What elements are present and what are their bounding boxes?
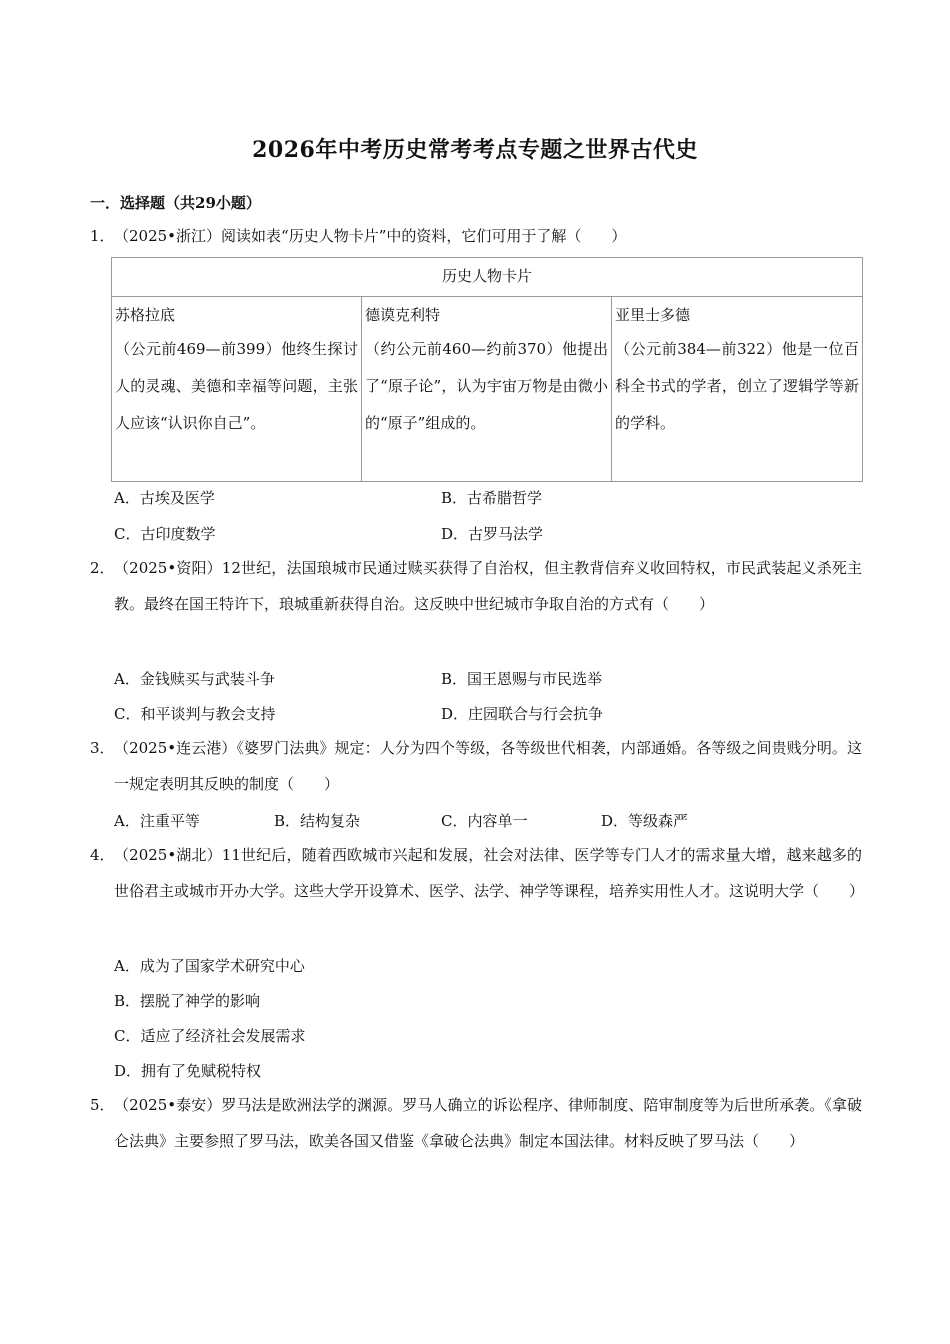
question-number: 1． <box>90 227 115 245</box>
option-c: C．适应了经济社会发展需求 <box>114 1027 306 1045</box>
table-cell-democritus <box>362 297 612 482</box>
figure-name: 亚里士多德 <box>615 306 691 324</box>
option-b: B．结构复杂 <box>274 812 361 830</box>
question-stem: （2025•泰安）罗马法是欧洲法学的渊源。罗马人确立的诉讼程序、律师制度、陪审制度等为后世所承袭。《拿破仑法典》主要参照了罗马法，欧美各国又借鉴《拿破仑法典》制定本国法律。材料反映了罗马法（ ） <box>114 1096 862 1150</box>
option-d: D．庄园联合与行会抗争 <box>441 705 604 723</box>
question-stem: （2025•连云港）《婆罗门法典》规定：人分为四个等级，各等级世代相袭，内部通婚。各等级之间贵贱分明。这一规定表明其反映的制度（ ） <box>114 739 862 793</box>
figure-description: （公元前384—前322）他是一位百科全书式的学者，创立了逻辑学等新的学科。 <box>615 340 860 432</box>
option-b: B．古希腊哲学 <box>441 489 543 507</box>
table-cell-aristotle <box>612 297 863 482</box>
option-c: C．古印度数学 <box>114 525 216 543</box>
question-1 <box>90 222 862 250</box>
question-3 <box>90 730 862 802</box>
question-4 <box>90 837 865 909</box>
option-d: D．拥有了免赋税特权 <box>114 1062 262 1080</box>
figure-description: （约公元前460—约前370）他提出了“原子论”，认为宇宙万物是由微小的“原子”组成的。 <box>365 340 608 432</box>
option-a: A．金钱赎买与武装斗争 <box>114 670 275 688</box>
question-stem: （2025•资阳）12世纪，法国琅城市民通过赎买获得了自治权，但主教背信弃义收回特权，市民武装起义杀死主教。最终在国王特许下，琅城重新获得自治。这反映中世纪城市争取自治的方式有（ ） <box>114 559 862 613</box>
option-a: A．古埃及医学 <box>114 489 215 507</box>
table-cell-socrates <box>112 297 362 482</box>
question-number: 4． <box>90 846 115 864</box>
table-header: 历史人物卡片 <box>112 258 863 297</box>
option-a: A．注重平等 <box>114 812 200 830</box>
option-a: A．成为了国家学术研究中心 <box>114 957 305 975</box>
history-figure-card-table <box>111 257 863 482</box>
question-5 <box>90 1087 862 1159</box>
option-d: D．古罗马法学 <box>441 525 544 543</box>
section-heading: 一．选择题（共29小题） <box>90 194 261 212</box>
question-stem: （2025•浙江）阅读如表“历史人物卡片”中的资料，它们可用于了解（ ） <box>114 227 627 245</box>
question-number: 3． <box>90 739 115 757</box>
figure-name: 苏格拉底 <box>115 306 176 324</box>
question-number: 5． <box>90 1096 115 1114</box>
option-b: B．摆脱了神学的影响 <box>114 992 261 1010</box>
question-2 <box>90 550 862 622</box>
question-stem: （2025•湖北）11世纪后，随着西欧城市兴起和发展，社会对法律、医学等专门人才的需求量大增，越来越多的世俗君主或城市开办大学。这些大学开设算术、医学、法学、神学等课程，培养实用性人才。这说明大学（ ） <box>114 846 865 900</box>
option-c: C．内容单一 <box>441 812 528 830</box>
figure-description: （公元前469—前399）他终生探讨人的灵魂、美德和幸福等问题，主张人应该“认识你自己”。 <box>115 340 358 432</box>
document-title: 2026年中考历史常考考点专题之世界古代史 <box>252 137 698 163</box>
option-d: D．等级森严 <box>601 812 689 830</box>
question-number: 2． <box>90 559 115 577</box>
option-b: B．国王恩赐与市民选举 <box>441 670 603 688</box>
figure-name: 德谟克利特 <box>365 306 441 324</box>
option-c: C．和平谈判与教会支持 <box>114 705 276 723</box>
